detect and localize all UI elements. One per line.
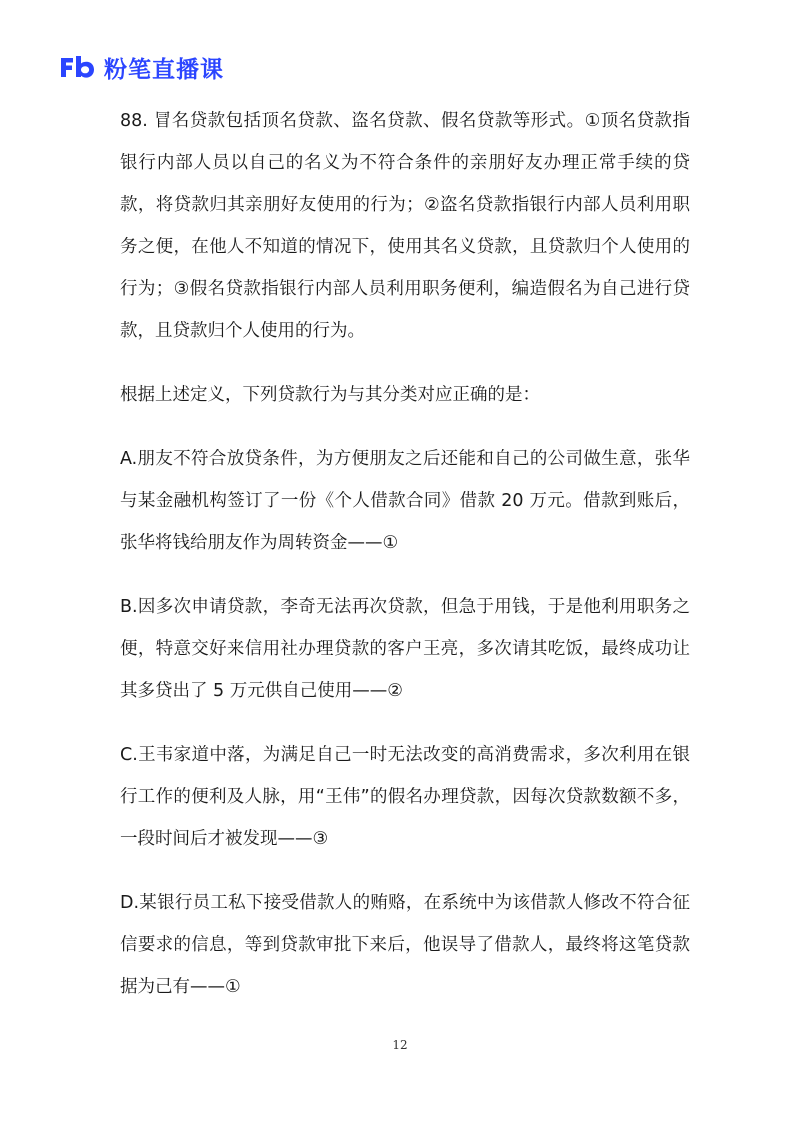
question-content [120,100,690,1008]
question-prompt: 根据上述定义，下列贷款行为与其分类对应正确的是： [120,385,540,405]
page-number: 12 [392,1038,408,1052]
question-definition: 88. 冒名贷款包括顶名贷款、盗名贷款、假名贷款等形式。①顶名贷款指银行内部人员以自己的名义为不符合条件的亲朋好友办理正常手续的贷款，将贷款归其亲朋好友使用的行为；②盗名贷款指银行内部人员利用职务之便，在他人不知道的情况下，使用其名义贷款，且贷款归个人使用的行为；③假名贷款指银行内部人员利用职务便利，编造假名为自己进行贷款，且贷款归个人使用的行为。 [120,111,690,341]
option-a: A.朋友不符合放贷条件，为方便朋友之后还能和自己的公司做生意，张华与某金融机构签订了一份《个人借款合同》借款 20 万元。借款到账后，张华将钱给朋友作为周转资金——① [120,449,690,553]
brand-name: 粉笔直播课 [104,56,224,83]
option-c: C.王韦家道中落，为满足自己一时无法改变的高消费需求，多次利用在银行工作的便利及人脉，用“王伟”的假名办理贷款，因每次贷款数额不多，一段时间后才被发现——③ [120,745,690,849]
header [58,52,224,82]
fenbi-logo-icon [58,54,96,80]
option-d: D.某银行员工私下接受借款人的贿赂，在系统中为该借款人修改不符合征信要求的信息，等到贷款审批下来后，他误导了借款人，最终将这笔贷款据为己有——① [120,893,690,997]
option-b: B.因多次申请贷款，李奇无法再次贷款，但急于用钱，于是他利用职务之便，特意交好来信用社办理贷款的客户王亮，多次请其吃饭，最终成功让其多贷出了 5 万元供自己使用——② [120,597,690,701]
